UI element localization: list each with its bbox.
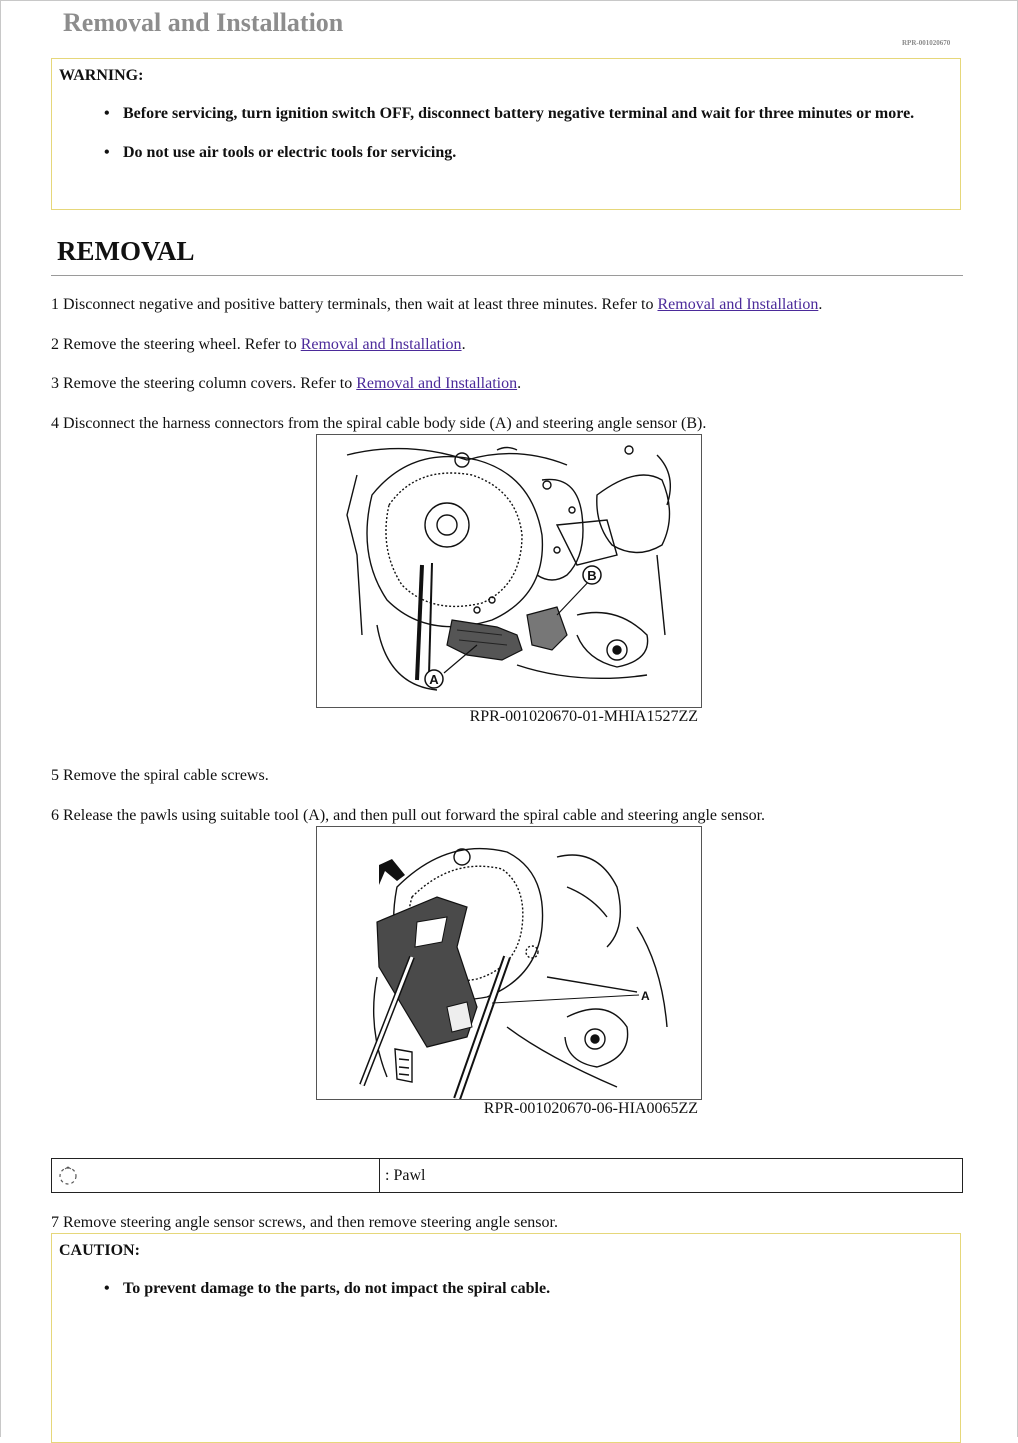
step-suffix: . xyxy=(517,375,522,392)
removal-heading: REMOVAL xyxy=(57,236,195,266)
step-suffix: . xyxy=(461,336,466,353)
legend-table xyxy=(51,1158,963,1193)
step-3 xyxy=(51,375,521,393)
step-text: Remove the steering column covers. Refer to xyxy=(63,375,357,392)
step-number: 7 xyxy=(51,1214,59,1231)
caution-list xyxy=(52,1279,580,1318)
step-number: 6 xyxy=(51,807,59,824)
step-number: 2 xyxy=(51,336,59,353)
pawl-release-illustration xyxy=(317,827,701,1099)
step-7 xyxy=(51,1214,558,1232)
step-text: Remove the steering wheel. Refer to xyxy=(63,336,301,353)
figure-caption: RPR-001020670-06-HIA0065ZZ xyxy=(483,1100,698,1117)
figure-caption: RPR-001020670-01-MHIA1527ZZ xyxy=(469,708,698,725)
legend-text: : Pawl xyxy=(385,1167,426,1184)
removal-installation-link[interactable]: Removal and Installation xyxy=(657,296,819,313)
connector-b-shape xyxy=(527,607,567,650)
callout-a-label: A xyxy=(429,672,439,687)
callout-b-label: B xyxy=(587,568,597,583)
step-1 xyxy=(51,296,822,314)
step-number: 3 xyxy=(51,375,59,392)
section-divider xyxy=(51,275,963,276)
step-text: Release the pawls using suitable tool (A), and then pull out forward the spiral cable and steering angle sensor. xyxy=(63,807,766,824)
step-2 xyxy=(51,336,466,354)
warning-item: • Do not use air tools or electric tools for servicing. xyxy=(123,143,944,163)
step-suffix: . xyxy=(818,296,823,313)
connector-a-shape xyxy=(447,620,522,660)
page-title: Removal and Installation xyxy=(63,8,344,37)
step-number: 4 xyxy=(51,415,59,432)
step-text: Remove the spiral cable screws. xyxy=(63,767,269,784)
step-text: Remove steering angle sensor screws, and then remove steering angle sensor. xyxy=(63,1214,558,1231)
spiral-cable-illustration xyxy=(317,435,701,707)
step-number: 1 xyxy=(51,296,59,313)
document-id: RPR-001020670 xyxy=(902,39,951,47)
figure-release-pawls xyxy=(316,826,702,1100)
arrow-icon xyxy=(379,859,405,885)
step-text: Disconnect the harness connectors from the spiral cable body side (A) and steering angle sensor (B). xyxy=(63,415,707,432)
step-6 xyxy=(51,807,765,825)
step-number: 5 xyxy=(51,767,59,784)
warning-box xyxy=(51,58,961,210)
caution-heading: CAUTION: xyxy=(59,1242,140,1259)
warning-item: • Before servicing, turn ignition switch OFF, disconnect battery negative terminal and wait for three minutes or more. xyxy=(123,104,944,124)
tool-a-label: A xyxy=(641,989,650,1003)
step-4 xyxy=(51,415,706,433)
spiral-cable-body xyxy=(377,897,477,1047)
caution-box xyxy=(51,1233,961,1443)
figure-spiral-cable-connectors xyxy=(316,434,702,708)
callout-a xyxy=(425,670,443,688)
callout-b xyxy=(583,566,601,584)
warning-list xyxy=(52,104,944,182)
step-5 xyxy=(51,767,269,785)
legend-icon-cell xyxy=(52,1159,380,1192)
pawl-symbol-icon xyxy=(57,1164,81,1188)
caution-item: • To prevent damage to the parts, do not impact the spiral cable. xyxy=(123,1279,580,1299)
removal-installation-link[interactable]: Removal and Installation xyxy=(300,336,462,353)
step-text: Disconnect negative and positive battery terminals, then wait at least three minutes. Refer to xyxy=(63,296,658,313)
removal-installation-link[interactable]: Removal and Installation xyxy=(356,375,518,392)
warning-heading: WARNING: xyxy=(59,67,144,84)
